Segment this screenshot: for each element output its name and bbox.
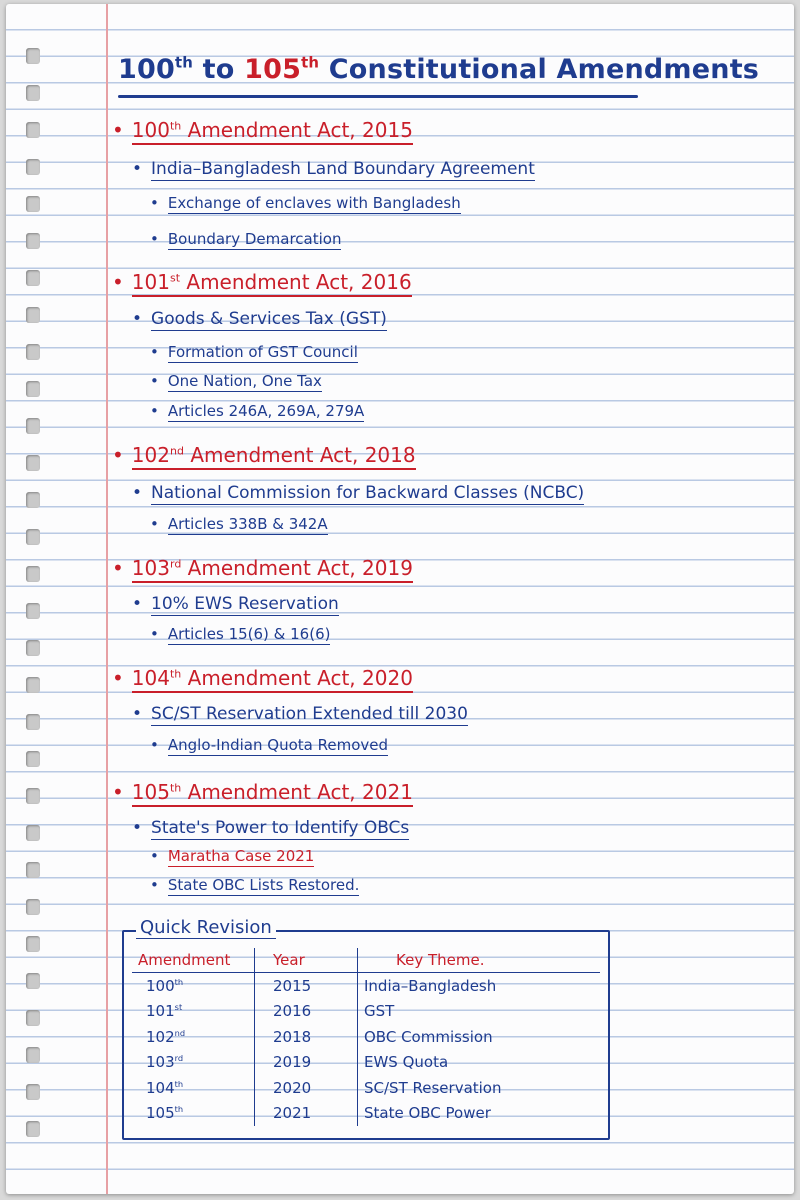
detail-text: Boundary Demarcation <box>167 230 342 248</box>
table-row <box>132 999 600 1025</box>
row-ordinal: nd <box>174 1027 186 1038</box>
binding-hole <box>26 899 40 915</box>
bullet: • <box>112 556 124 580</box>
bullet: • <box>112 666 124 690</box>
binding-hole <box>26 529 40 545</box>
amendment-topic <box>132 309 387 329</box>
amendment-heading-103 <box>112 556 413 580</box>
amendment-number: 100 <box>131 118 170 142</box>
quick-revision-title: Quick Revision <box>136 917 276 939</box>
binding-hole <box>26 788 40 804</box>
amendment-detail <box>150 402 364 420</box>
ordinal-suffix: nd <box>169 444 184 458</box>
binding-hole <box>26 1084 40 1100</box>
bullet: • <box>150 625 159 643</box>
binding-hole <box>26 714 40 730</box>
detail-text: Articles 246A, 269A, 279A <box>167 402 365 420</box>
bullet: • <box>132 483 143 503</box>
column-header-year: Year <box>255 948 358 973</box>
amendment-heading-102 <box>112 443 416 467</box>
binding-hole <box>26 677 40 693</box>
bullet: • <box>150 343 159 361</box>
topic-text: India–Bangladesh Land Boundary Agreement <box>151 159 535 179</box>
cell-theme: EWS Quota <box>364 1053 449 1072</box>
detail-text: Anglo-Indian Quota Removed <box>167 736 388 754</box>
bullet: • <box>132 818 143 838</box>
topic-text: 10% EWS Reservation <box>151 594 339 614</box>
amendment-title: Amendment Act, 2016 <box>186 270 412 294</box>
row-ordinal: st <box>174 1002 183 1013</box>
binding-hole <box>26 1010 40 1026</box>
row-number: 103 <box>146 1053 175 1072</box>
amendment-detail <box>150 230 341 248</box>
binding-hole <box>26 270 40 286</box>
bullet: • <box>150 876 159 894</box>
cell-amendment <box>132 973 255 999</box>
table-row <box>132 1050 600 1076</box>
table-row <box>132 1075 600 1101</box>
row-number: 105 <box>146 1104 175 1123</box>
row-ordinal: th <box>174 1104 184 1115</box>
binding-hole <box>26 1121 40 1137</box>
ordinal-suffix: st <box>169 271 181 285</box>
notebook-page <box>6 4 794 1194</box>
amendment-title: Amendment Act, 2015 <box>187 118 413 142</box>
amendment-heading-104 <box>112 666 413 690</box>
cell-theme: OBC Commission <box>364 1027 493 1046</box>
cell-year: 2021 <box>255 1101 358 1127</box>
cell-year: 2018 <box>255 1024 358 1050</box>
row-number: 101 <box>146 1002 175 1021</box>
binding-hole <box>26 862 40 878</box>
binding-hole <box>26 1047 40 1063</box>
cell-theme: GST <box>364 1002 395 1021</box>
column-header-amendment: Amendment <box>132 948 255 973</box>
row-ordinal: th <box>174 976 184 987</box>
amendment-topic <box>132 159 535 179</box>
cell-year: 2019 <box>255 1050 358 1076</box>
detail-text: One Nation, One Tax <box>167 372 322 390</box>
amendment-detail <box>150 343 358 361</box>
bullet: • <box>150 736 159 754</box>
binding-hole <box>26 455 40 471</box>
amendment-topic <box>132 594 339 614</box>
bullet: • <box>150 515 159 533</box>
detail-text: Exchange of enclaves with Bangladesh <box>167 194 461 212</box>
amendment-number: 105 <box>131 780 170 804</box>
binding-hole <box>26 85 40 101</box>
title-underline <box>118 95 638 98</box>
amendment-heading-105 <box>112 780 413 804</box>
amendment-heading-101 <box>112 270 412 294</box>
bullet: • <box>132 159 143 179</box>
topic-text: SC/ST Reservation Extended till 2030 <box>151 704 468 724</box>
binding-hole <box>26 159 40 175</box>
binding-hole <box>26 492 40 508</box>
amendment-topic <box>132 483 584 503</box>
binding-hole <box>26 640 40 656</box>
bullet: • <box>112 443 124 467</box>
amendment-number: 104 <box>131 666 170 690</box>
page-title <box>118 54 759 85</box>
binding-hole <box>26 122 40 138</box>
bullet: • <box>150 372 159 390</box>
ordinal-suffix: th <box>169 667 182 681</box>
cell-theme: SC/ST Reservation <box>364 1078 502 1097</box>
topic-text: Goods & Services Tax (GST) <box>151 309 387 329</box>
quick-revision-table <box>132 948 600 1126</box>
title-num-start: 100 <box>118 54 175 85</box>
detail-text: Articles 338B & 342A <box>167 515 328 533</box>
cell-amendment <box>132 1024 255 1050</box>
amendment-detail <box>150 625 330 643</box>
table-header-row <box>132 948 600 973</box>
ordinal-suffix: rd <box>169 557 182 571</box>
binding-hole <box>26 233 40 249</box>
bullet: • <box>132 594 143 614</box>
topic-text: National Commission for Backward Classes (NCBC) <box>151 483 585 503</box>
cell-year: 2016 <box>255 999 358 1025</box>
bullet: • <box>150 847 159 865</box>
binding-hole <box>26 344 40 360</box>
title-ordinal-start: th <box>174 53 194 72</box>
binding-hole <box>26 307 40 323</box>
amendment-title: Amendment Act, 2020 <box>187 666 413 690</box>
binding-hole <box>26 936 40 952</box>
detail-text: Maratha Case 2021 <box>167 847 315 865</box>
binding-hole <box>26 196 40 212</box>
cell-theme: India–Bangladesh <box>364 976 497 995</box>
amendment-number: 103 <box>131 556 170 580</box>
row-number: 104 <box>146 1078 175 1097</box>
ordinal-suffix: th <box>169 119 182 133</box>
amendment-number: 101 <box>131 270 170 294</box>
cell-amendment <box>132 1050 255 1076</box>
detail-text: Articles 15(6) & 16(6) <box>167 625 331 643</box>
title-num-end: 105 <box>244 54 302 85</box>
ordinal-suffix: th <box>169 781 182 795</box>
row-number: 102 <box>146 1027 175 1046</box>
binding-hole <box>26 825 40 841</box>
detail-text: Formation of GST Council <box>167 343 358 361</box>
cell-theme: State OBC Power <box>364 1104 491 1123</box>
amendment-detail <box>150 372 322 390</box>
bullet: • <box>112 780 124 804</box>
bullet: • <box>112 270 124 294</box>
amendment-heading-100 <box>112 118 413 142</box>
bullet: • <box>132 309 143 329</box>
cell-year: 2020 <box>255 1075 358 1101</box>
amendment-topic <box>132 704 468 724</box>
cell-amendment <box>132 999 255 1025</box>
binding-hole <box>26 418 40 434</box>
amendment-topic <box>132 818 409 838</box>
amendment-title: Amendment Act, 2021 <box>187 780 413 804</box>
cell-amendment <box>132 1075 255 1101</box>
quick-revision-box <box>122 917 610 1140</box>
binding-hole <box>26 973 40 989</box>
title-ordinal-end: th <box>301 53 320 72</box>
binding-hole <box>26 603 40 619</box>
bullet: • <box>150 194 159 212</box>
title-rest: Constitutional Amendments <box>328 54 760 85</box>
amendment-title: Amendment Act, 2018 <box>190 443 416 467</box>
cell-amendment <box>132 1101 255 1127</box>
amendment-number: 102 <box>131 443 170 467</box>
bullet: • <box>150 402 159 420</box>
amendment-detail <box>150 847 314 865</box>
margin-line <box>106 4 108 1194</box>
binding-hole <box>26 566 40 582</box>
binding-hole <box>26 751 40 767</box>
topic-text: State's Power to Identify OBCs <box>151 818 410 838</box>
bullet: • <box>150 230 159 248</box>
amendment-detail <box>150 194 461 212</box>
amendment-detail <box>150 515 328 533</box>
amendment-title: Amendment Act, 2019 <box>187 556 413 580</box>
bullet: • <box>132 704 143 724</box>
row-number: 100 <box>146 976 175 995</box>
binding-hole <box>26 381 40 397</box>
bullet: • <box>112 118 124 142</box>
column-header-theme: Key Theme. <box>358 948 601 973</box>
table-row <box>132 973 600 999</box>
title-to: to <box>202 54 235 85</box>
cell-year: 2015 <box>255 973 358 999</box>
table-row <box>132 1024 600 1050</box>
row-ordinal: th <box>174 1078 184 1089</box>
table-row <box>132 1101 600 1127</box>
row-ordinal: rd <box>174 1053 184 1064</box>
detail-text: State OBC Lists Restored. <box>167 876 360 894</box>
binding-hole <box>26 48 40 64</box>
amendment-detail <box>150 736 388 754</box>
amendment-detail <box>150 876 359 894</box>
